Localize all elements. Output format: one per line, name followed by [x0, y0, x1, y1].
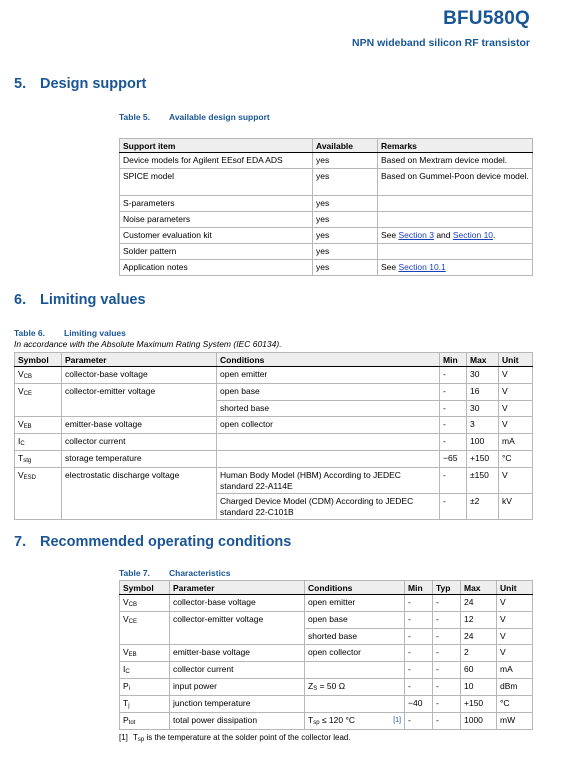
- table-row: [120, 595, 533, 612]
- table-label: Table 7.: [119, 568, 151, 578]
- table-title: Available design support: [169, 112, 270, 122]
- conditions: open emitter: [305, 595, 405, 612]
- symbol-subscript: tot: [128, 720, 136, 726]
- col-header: Min: [440, 353, 467, 367]
- typ: -: [433, 612, 461, 629]
- section-6-heading: [14, 292, 146, 308]
- parameter: collector current: [62, 434, 217, 451]
- parameter: input power: [170, 679, 305, 696]
- max: 24: [461, 629, 497, 645]
- symbol: VCE: [120, 612, 170, 629]
- available: yes: [313, 260, 378, 276]
- symbol-subscript: CE: [128, 619, 138, 625]
- footnote-ref-link[interactable]: [1]: [393, 717, 401, 724]
- section-title: Design support: [40, 76, 147, 92]
- unit: V: [499, 468, 533, 494]
- conditions: open collector: [305, 645, 405, 662]
- symbol: Tj: [120, 696, 170, 713]
- min: -: [440, 401, 467, 417]
- table-row: [120, 679, 533, 696]
- table-row: [15, 417, 533, 434]
- conditions: Human Body Model (HBM) According to JEDEC standard 22-A114E: [217, 468, 440, 494]
- min: -: [405, 612, 433, 629]
- parameter: [62, 494, 217, 520]
- col-header: Min: [405, 581, 433, 595]
- max: +150: [461, 696, 497, 713]
- table-row: [120, 260, 533, 276]
- min: -: [440, 434, 467, 451]
- parameter: electrostatic discharge voltage: [62, 468, 217, 494]
- conditions: open base: [305, 612, 405, 629]
- remarks: [378, 260, 533, 276]
- conditions: [305, 662, 405, 679]
- col-header: Available: [313, 139, 378, 153]
- symbol-subscript: stg: [23, 458, 32, 464]
- conditions: shorted base: [217, 401, 440, 417]
- typ: -: [433, 662, 461, 679]
- table-row: [120, 244, 533, 260]
- min: -: [405, 679, 433, 696]
- remarks: [378, 196, 533, 212]
- unit: mA: [497, 662, 533, 679]
- section-title: Limiting values: [40, 292, 146, 308]
- unit: kV: [499, 494, 533, 520]
- remarks: [378, 228, 533, 244]
- unit: V: [499, 384, 533, 401]
- unit: V: [497, 629, 533, 645]
- min: -: [405, 713, 433, 730]
- table-title: Characteristics: [169, 568, 231, 578]
- table-row: [15, 434, 533, 451]
- doc-subtitle: NPN wideband silicon RF transistor: [352, 37, 530, 49]
- min: -: [405, 629, 433, 645]
- conditions: [217, 434, 440, 451]
- conditions: ZS = 50 Ω: [305, 679, 405, 696]
- footnote-symbol-subscript: sp: [137, 737, 145, 743]
- table-row: [120, 629, 533, 645]
- table-row: [120, 212, 533, 228]
- section-5-heading: [14, 76, 146, 92]
- unit: V: [497, 612, 533, 629]
- table-row: [15, 401, 533, 417]
- parameter: collector-emitter voltage: [170, 612, 305, 629]
- unit: V: [497, 595, 533, 612]
- parameter: storage temperature: [62, 451, 217, 468]
- parameter: collector-base voltage: [62, 367, 217, 384]
- table-row: [120, 713, 533, 730]
- typ: -: [433, 696, 461, 713]
- section-10-1-link[interactable]: Section 10.1: [398, 262, 446, 272]
- min: -: [405, 662, 433, 679]
- remarks: [378, 212, 533, 228]
- symbol: VEB: [15, 417, 62, 434]
- symbol: Pi: [120, 679, 170, 696]
- parameter: emitter-base voltage: [62, 417, 217, 434]
- unit: V: [499, 417, 533, 434]
- max: 1000: [461, 713, 497, 730]
- table-6-note: In accordance with the Absolute Maximum Rating System (IEC 60134).: [14, 339, 282, 349]
- typ: -: [433, 679, 461, 696]
- symbol-subscript: j: [128, 703, 130, 709]
- support-item: S-parameters: [120, 196, 313, 212]
- table-label: Table 6.: [14, 328, 46, 338]
- unit: V: [499, 401, 533, 417]
- remarks-text: and: [433, 230, 453, 240]
- col-header: Support item: [120, 139, 313, 153]
- max: 16: [467, 384, 499, 401]
- section-number: 6.: [14, 292, 27, 308]
- symbol: VCB: [15, 367, 62, 384]
- table-row: [120, 196, 533, 212]
- col-header: Remarks: [378, 139, 533, 153]
- typ: -: [433, 713, 461, 730]
- footnote-number: [1]: [119, 733, 128, 742]
- col-header: Unit: [497, 581, 533, 595]
- symbol-subscript: C: [125, 669, 130, 675]
- symbol: [120, 629, 170, 645]
- symbol-subscript: i: [128, 686, 131, 692]
- max: 24: [461, 595, 497, 612]
- symbol: VCB: [120, 595, 170, 612]
- table-row: [15, 468, 533, 494]
- table-row: [15, 384, 533, 401]
- support-item: Application notes: [120, 260, 313, 276]
- conditions: [305, 696, 405, 713]
- max: 2: [461, 645, 497, 662]
- parameter: collector current: [170, 662, 305, 679]
- parameter: total power dissipation: [170, 713, 305, 730]
- symbol-subscript: CB: [23, 374, 33, 380]
- max: +150: [467, 451, 499, 468]
- min: -: [405, 595, 433, 612]
- table-row: [120, 612, 533, 629]
- col-header: Symbol: [120, 581, 170, 595]
- table-header-row: [120, 139, 533, 153]
- min: -: [440, 468, 467, 494]
- col-header: Max: [467, 353, 499, 367]
- section-10-link[interactable]: Section 10: [452, 230, 494, 240]
- col-header: Symbol: [15, 353, 62, 367]
- symbol-subscript: CB: [128, 602, 138, 608]
- support-item: SPICE model: [120, 169, 313, 196]
- max: 3: [467, 417, 499, 434]
- conditions: open base: [217, 384, 440, 401]
- parameter: [170, 629, 305, 645]
- unit: V: [499, 367, 533, 384]
- min: -: [405, 645, 433, 662]
- symbol-subscript: CE: [23, 391, 33, 397]
- max: 100: [467, 434, 499, 451]
- symbol-subscript: EB: [23, 424, 32, 430]
- table-6-caption: [14, 328, 126, 338]
- max: 30: [467, 367, 499, 384]
- support-item: Solder pattern: [120, 244, 313, 260]
- col-header: Typ: [433, 581, 461, 595]
- symbol: [15, 494, 62, 520]
- section-title: Recommended operating conditions: [40, 534, 292, 550]
- table-header-row: [120, 581, 533, 595]
- table-row: [120, 645, 533, 662]
- typ: -: [433, 645, 461, 662]
- unit: mW: [497, 713, 533, 730]
- unit: V: [497, 645, 533, 662]
- unit: dBm: [497, 679, 533, 696]
- remarks-text: See: [381, 230, 399, 240]
- max: 60: [461, 662, 497, 679]
- design-support-table: [119, 138, 533, 276]
- footnote: [119, 733, 351, 743]
- available: yes: [313, 244, 378, 260]
- min: -: [440, 494, 467, 520]
- symbol: IC: [15, 434, 62, 451]
- typ: -: [433, 629, 461, 645]
- table-label: Table 5.: [119, 112, 151, 122]
- parameter: collector-base voltage: [170, 595, 305, 612]
- characteristics-table: [119, 580, 533, 730]
- doc-title: BFU580Q: [443, 8, 530, 29]
- section-number: 7.: [14, 534, 27, 550]
- symbol: VCE: [15, 384, 62, 401]
- parameter: junction temperature: [170, 696, 305, 713]
- limiting-values-table: [14, 352, 533, 520]
- col-header: Parameter: [170, 581, 305, 595]
- symbol: VEB: [120, 645, 170, 662]
- remarks-text: .: [493, 230, 496, 240]
- unit: mA: [499, 434, 533, 451]
- conditions: [1] Tsp ≤ 120 °C: [305, 713, 405, 730]
- symbol: [15, 401, 62, 417]
- remarks-text: See: [381, 262, 399, 272]
- conditions: open emitter: [217, 367, 440, 384]
- max: ±150: [467, 468, 499, 494]
- max: 30: [467, 401, 499, 417]
- support-item: Noise parameters: [120, 212, 313, 228]
- unit: °C: [499, 451, 533, 468]
- symbol-subscript: C: [20, 441, 25, 447]
- table-row: [15, 494, 533, 520]
- symbol-subscript: EB: [128, 652, 137, 658]
- min: −65: [440, 451, 467, 468]
- parameter: emitter-base voltage: [170, 645, 305, 662]
- remarks: Based on Mextram device model.: [378, 153, 533, 169]
- symbol: IC: [120, 662, 170, 679]
- symbol: Ptot: [120, 713, 170, 730]
- available: yes: [313, 228, 378, 244]
- support-item: Device models for Agilent EEsof EDA ADS: [120, 153, 313, 169]
- footnote-text: is the temperature at the solder point of the collector lead.: [144, 733, 351, 742]
- max: ±2: [467, 494, 499, 520]
- table-row: [120, 662, 533, 679]
- symbol: VESD: [15, 468, 62, 494]
- available: yes: [313, 212, 378, 228]
- remarks: [378, 244, 533, 260]
- section-3-link[interactable]: Section 3: [398, 230, 434, 240]
- parameter: [62, 401, 217, 417]
- min: -: [440, 384, 467, 401]
- symbol-subscript: ESD: [23, 475, 37, 481]
- support-item: Customer evaluation kit: [120, 228, 313, 244]
- col-header: Max: [461, 581, 497, 595]
- min: -: [440, 417, 467, 434]
- conditions: open collector: [217, 417, 440, 434]
- col-header: Parameter: [62, 353, 217, 367]
- conditions: Charged Device Model (CDM) According to JEDEC standard 22-C101B: [217, 494, 440, 520]
- table-row: [120, 228, 533, 244]
- max: 12: [461, 612, 497, 629]
- table-row: [15, 367, 533, 384]
- available: yes: [313, 153, 378, 169]
- section-number: 5.: [14, 76, 27, 92]
- conditions: [217, 451, 440, 468]
- typ: -: [433, 595, 461, 612]
- table-header-row: [15, 353, 533, 367]
- max: 10: [461, 679, 497, 696]
- table-row: [120, 169, 533, 196]
- unit: °C: [497, 696, 533, 713]
- table-row: [120, 153, 533, 169]
- remarks: Based on Gummel-Poon device model.: [378, 169, 533, 196]
- footnote-symbol: T: [133, 733, 138, 742]
- table-5-caption: [119, 112, 270, 122]
- conditions: shorted base: [305, 629, 405, 645]
- available: yes: [313, 169, 378, 196]
- min: −40: [405, 696, 433, 713]
- col-header: Conditions: [217, 353, 440, 367]
- table-row: [15, 451, 533, 468]
- col-header: Conditions: [305, 581, 405, 595]
- min: -: [440, 367, 467, 384]
- table-title: Limiting values: [64, 328, 126, 338]
- section-7-heading: [14, 534, 291, 550]
- table-7-caption: [119, 568, 230, 578]
- parameter: collector-emitter voltage: [62, 384, 217, 401]
- col-header: Unit: [499, 353, 533, 367]
- symbol: Tstg: [15, 451, 62, 468]
- available: yes: [313, 196, 378, 212]
- table-row: [120, 696, 533, 713]
